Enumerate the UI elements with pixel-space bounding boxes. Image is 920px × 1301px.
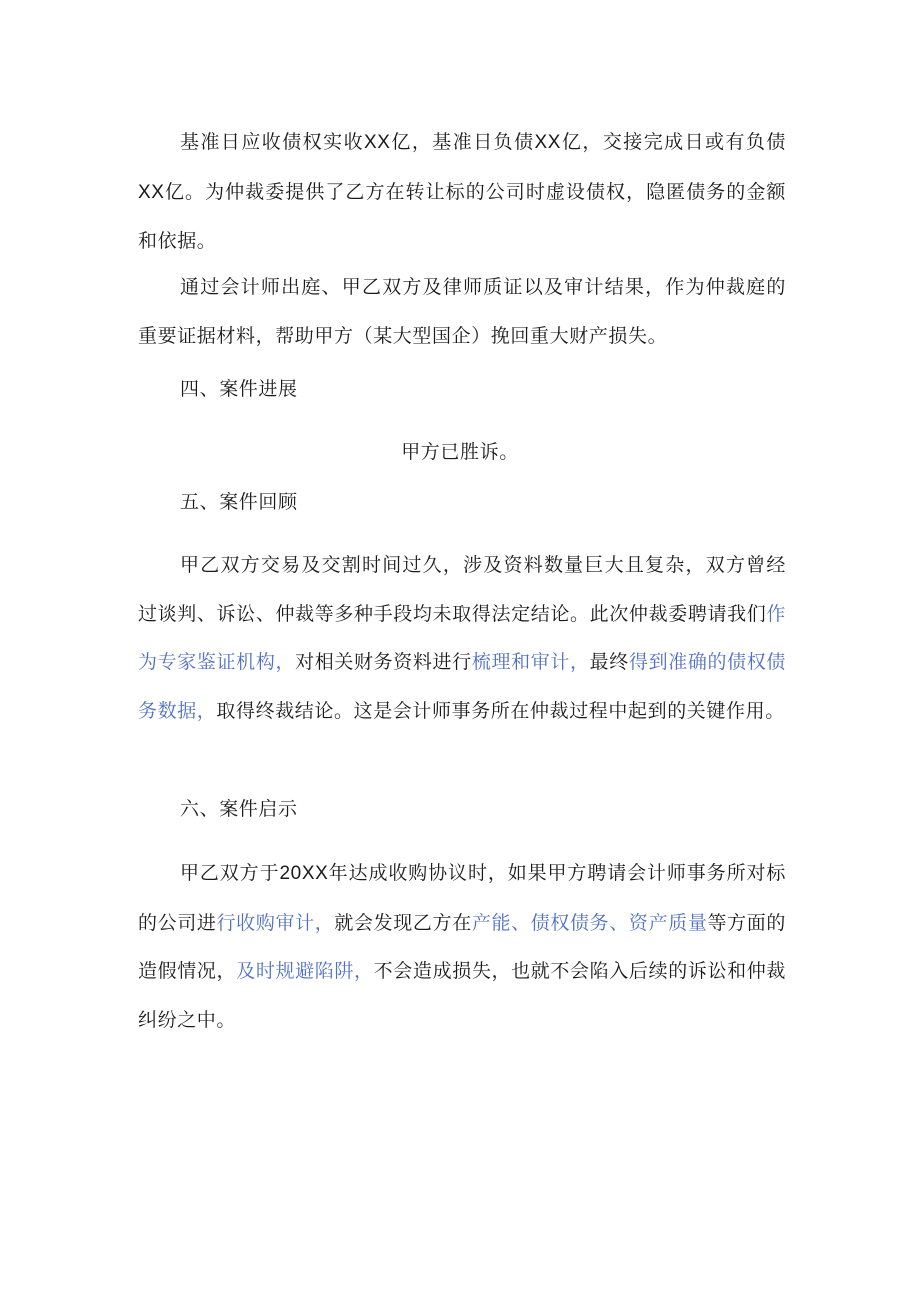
p5-highlight-3: 得到准确的债权债务数据， (138, 651, 786, 722)
p6-text-3: 就会发现乙方在 (334, 911, 472, 934)
p5-text-3: 最终 (589, 651, 629, 673)
p1-text-4: 亿。为仲裁委提供了乙方在转让标的公司时虚设债权，隐匿债务的金额和依据。 (138, 180, 786, 252)
p6-highlight-2: 产能、债权债务、资产质量 (471, 911, 708, 934)
p6-text-1: 甲乙双方于 (180, 862, 280, 884)
p6-text-4: 等方面的造假情况， (138, 911, 786, 982)
p5-text-1: 甲乙双方交易及交割时间过久，涉及资料数量巨大且复杂，双方曾经过谈判、诉讼、仲裁等多种手段均未取得法定结论。此次仲裁委聘请我们 (138, 554, 786, 625)
p6-highlight-3: 及时规避陷阱， (236, 960, 374, 982)
paragraph-case-insights (138, 849, 786, 1044)
progress-statement: 甲方已胜诉。 (401, 441, 519, 463)
p6-text-2: 年达成收购协议时，如果甲方聘请会计师事务所对标的公司进 (138, 862, 786, 934)
p1-text-1: 基准日应收债权实收 (180, 131, 365, 153)
p5-text-2: 对相关财务资料进行 (295, 651, 472, 673)
p1-value-2: XX (534, 132, 562, 153)
p1-value-3: XX (138, 181, 165, 203)
heading-case-progress: 四、案件进展 (180, 378, 298, 400)
heading-case-review: 五、案件回顾 (180, 491, 298, 513)
p5-highlight-2: 梳理和审计， (471, 651, 590, 673)
heading-case-insights: 六、案件启示 (180, 798, 298, 820)
p5-text-4: 取得终裁结论。这是会计师事务所在仲裁过程中起到的关键作用。 (216, 699, 785, 722)
p1-value-1: XX (364, 132, 391, 153)
paragraph-evidence: 通过会计师出庭、甲乙双方及律师质证以及审计结果，作为仲裁庭的重要证据材料，帮助甲方（某大型国企）挽回重大财产损失。 (138, 276, 786, 347)
paragraph-receivables (138, 118, 786, 266)
p5-highlight-1: 作为专家鉴证机构， (138, 602, 786, 673)
paragraph-case-review (138, 541, 786, 735)
p6-text-5: 不会造成损失，也就不会陷入后续的诉讼和仲裁纠纷之中。 (138, 960, 786, 1031)
p1-text-2: 亿，基准日负债 (390, 131, 535, 153)
p6-year: 20XX (279, 863, 329, 884)
p1-text-3: 亿，交接完成日或有负债 (561, 131, 786, 153)
p6-highlight-1: 行收购审计， (216, 911, 335, 934)
